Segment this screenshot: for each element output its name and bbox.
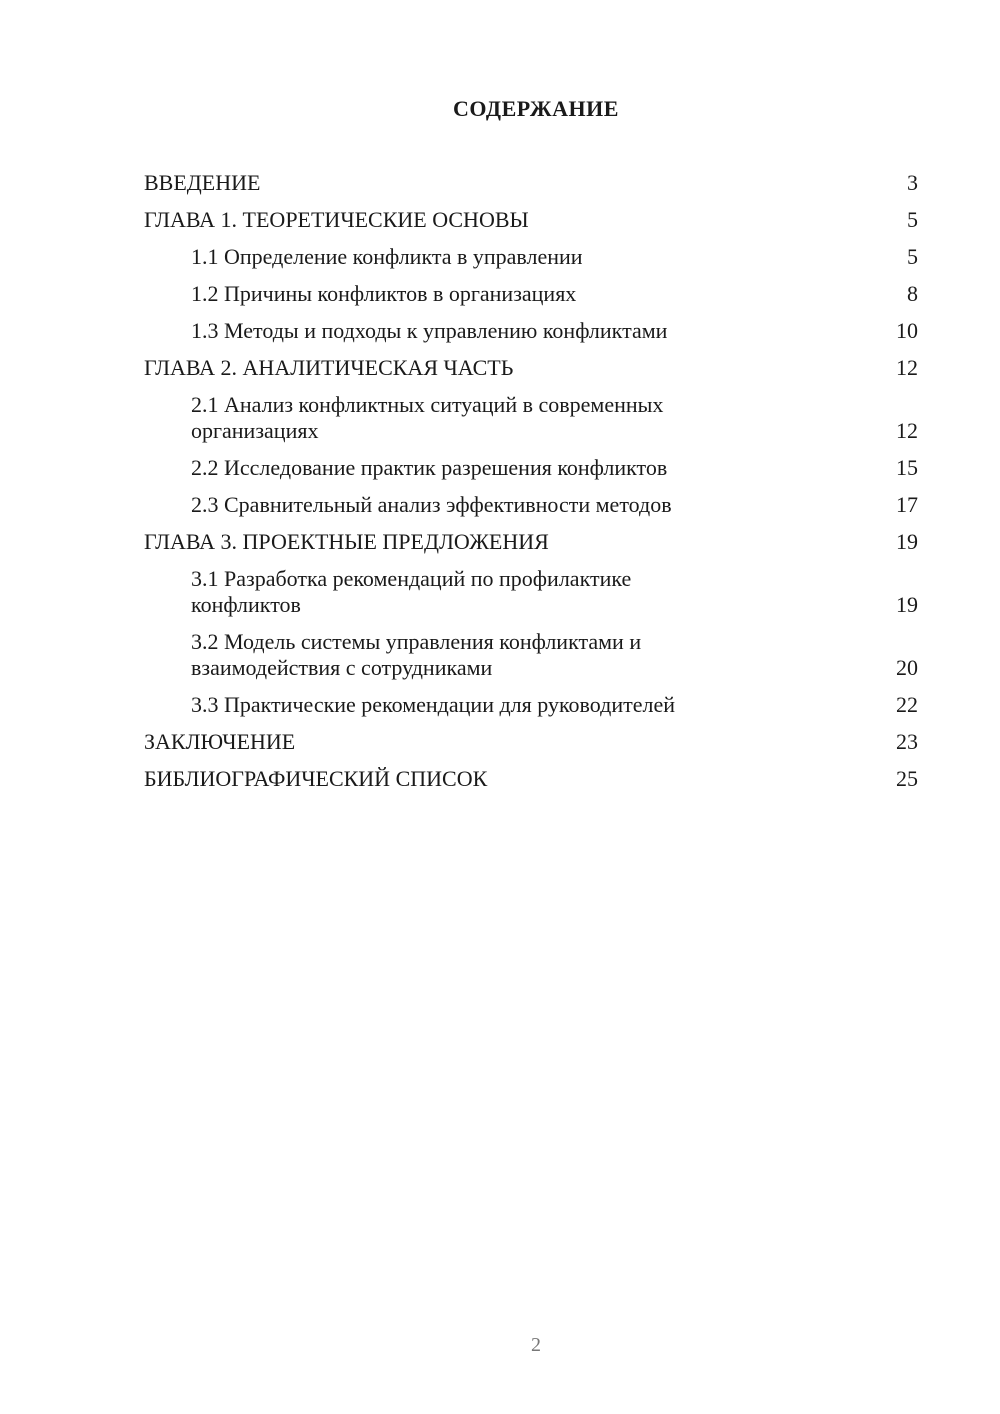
toc-entry-page: 5 bbox=[907, 244, 918, 269]
toc-entry-page: 19 bbox=[896, 529, 918, 554]
toc-entry-text: 3.2 Модель системы управления конфликтами и взаимодействия с сотрудниками bbox=[191, 629, 642, 680]
toc-title: СОДЕРЖАНИЕ bbox=[453, 96, 619, 121]
toc-entry-section-3-2[interactable] bbox=[144, 629, 918, 681]
toc-entry-page: 3 bbox=[907, 170, 918, 195]
toc-entry-chapter-3[interactable] bbox=[144, 529, 918, 555]
toc-entry-text: БИБЛИОГРАФИЧЕСКИЙ СПИСОК bbox=[144, 766, 488, 791]
toc-entry-page: 25 bbox=[896, 766, 918, 791]
toc-entry-page: 15 bbox=[896, 455, 918, 480]
toc-entry-page: 20 bbox=[896, 655, 918, 680]
toc-entry-section-1-3[interactable] bbox=[144, 318, 918, 344]
page-number: 2 bbox=[531, 1334, 541, 1356]
toc-entry-chapter-1[interactable] bbox=[144, 207, 918, 233]
toc-entry-section-2-3[interactable] bbox=[144, 492, 918, 518]
toc-entry-text: 3.3 Практические рекомендации для руководителей bbox=[191, 692, 675, 717]
toc-entry-conclusion[interactable] bbox=[144, 729, 918, 755]
toc-entry-text: 2.1 Анализ конфликтных ситуаций в современных организациях bbox=[191, 392, 664, 443]
toc-entry-text: ГЛАВА 1. ТЕОРЕТИЧЕСКИЕ ОСНОВЫ bbox=[144, 207, 529, 232]
toc-entry-page: 5 bbox=[907, 207, 918, 232]
toc-entry-section-2-1[interactable] bbox=[144, 392, 918, 444]
toc-entry-section-2-2[interactable] bbox=[144, 455, 918, 481]
toc-entry-page: 22 bbox=[896, 692, 918, 717]
toc-entry-text: ГЛАВА 2. АНАЛИТИЧЕСКАЯ ЧАСТЬ bbox=[144, 355, 514, 380]
toc-entry-section-1-1[interactable] bbox=[144, 244, 918, 270]
toc-entry-section-3-1[interactable] bbox=[144, 566, 918, 618]
toc-entry-page: 17 bbox=[896, 492, 918, 517]
toc-entry-introduction[interactable] bbox=[144, 170, 918, 196]
toc-entry-page: 8 bbox=[907, 281, 918, 306]
toc-entry-text: ГЛАВА 3. ПРОЕКТНЫЕ ПРЕДЛОЖЕНИЯ bbox=[144, 529, 549, 554]
toc-entry-text: ЗАКЛЮЧЕНИЕ bbox=[144, 729, 296, 754]
toc-entry-chapter-2[interactable] bbox=[144, 355, 918, 381]
toc-entry-page: 12 bbox=[896, 418, 918, 443]
toc-entry-text: 2.2 Исследование практик разрешения конфликтов bbox=[191, 455, 668, 480]
toc-entry-text: 1.2 Причины конфликтов в организациях bbox=[191, 281, 577, 306]
toc-entry-text: 1.1 Определение конфликта в управлении bbox=[191, 244, 583, 269]
table-of-contents bbox=[144, 170, 918, 803]
toc-entry-text: 2.3 Сравнительный анализ эффективности методов bbox=[191, 492, 672, 517]
toc-entry-section-1-2[interactable] bbox=[144, 281, 918, 307]
toc-entry-text: ВВЕДЕНИЕ bbox=[144, 170, 261, 195]
toc-entry-section-3-3[interactable] bbox=[144, 692, 918, 718]
toc-entry-text: 3.1 Разработка рекомендаций по профилактике конфликтов bbox=[191, 566, 632, 617]
toc-entry-bibliography[interactable] bbox=[144, 766, 918, 792]
toc-entry-page: 12 bbox=[896, 355, 918, 380]
toc-entry-page: 23 bbox=[896, 729, 918, 754]
toc-entry-page: 19 bbox=[896, 592, 918, 617]
toc-entry-text: 1.3 Методы и подходы к управлению конфликтами bbox=[191, 318, 668, 343]
toc-entry-page: 10 bbox=[896, 318, 918, 343]
